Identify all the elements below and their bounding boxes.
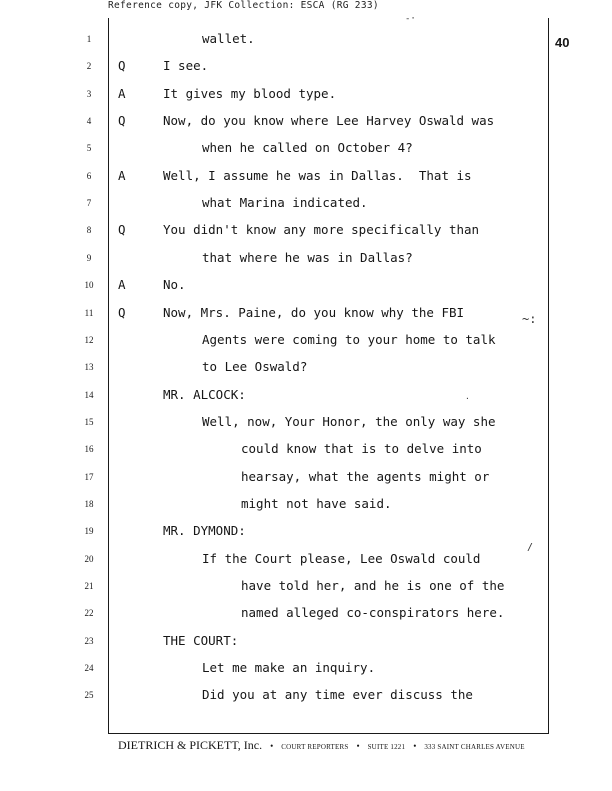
footer: [118, 738, 525, 753]
line-number: 4: [86, 116, 92, 127]
stray-mark: -·: [405, 14, 416, 24]
footer-address: 333 SAINT CHARLES AVENUE: [424, 743, 525, 751]
line-text: Well, now, Your Honor, the only way she: [202, 413, 496, 429]
footer-separator: •: [270, 741, 274, 751]
line-number: 16: [84, 444, 94, 455]
line-text: THE COURT:: [163, 632, 239, 648]
transcript-line: [0, 575, 560, 597]
stray-mark: ~:: [522, 312, 537, 326]
footer-suite: SUITE 1221: [367, 743, 406, 751]
line-text: Well, I assume he was in Dallas. That is: [163, 167, 472, 183]
line-text: when he called on October 4?: [202, 140, 413, 156]
line-text: to Lee Oswald?: [202, 359, 308, 375]
line-text: MR. DYMOND:: [163, 523, 246, 539]
transcript-line: [0, 466, 560, 488]
line-number: 21: [84, 581, 94, 591]
transcript-line: [0, 83, 560, 105]
line-text: could know that is to delve into: [241, 441, 482, 457]
transcript-line: [0, 493, 560, 515]
footer-separator: •: [413, 741, 417, 751]
speaker-label: Q: [118, 304, 126, 320]
line-text: No.: [163, 277, 186, 293]
transcript-line: [0, 192, 560, 214]
line-text: Agents were coming to your home to talk: [202, 331, 496, 347]
line-text: might not have said.: [241, 495, 392, 511]
footer-role: COURT REPORTERS: [281, 743, 349, 751]
line-number: 2: [86, 61, 92, 72]
page-number: 40: [555, 35, 570, 50]
line-text: have told her, and he is one of the: [241, 578, 505, 593]
transcript-line: [0, 110, 560, 132]
footer-separator: •: [356, 741, 360, 751]
speaker-label: Q: [118, 113, 126, 129]
line-number: 8: [86, 225, 92, 236]
transcript-line: [0, 28, 560, 50]
line-text: It gives my blood type.: [163, 85, 337, 101]
speaker-label: Q: [118, 222, 126, 238]
line-text: If the Court please, Lee Oswald could: [202, 550, 481, 566]
speaker-label: A: [118, 277, 126, 293]
line-number: 7: [86, 198, 92, 209]
line-number: 18: [84, 498, 94, 509]
line-number: 9: [86, 252, 92, 263]
line-text: named alleged co-conspirators here.: [241, 605, 505, 621]
reference-header: Reference copy, JFK Collection: ESCA (RG 233): [108, 0, 379, 11]
line-number: 3: [86, 88, 92, 99]
transcript-line: [0, 247, 560, 269]
transcript-line: [0, 657, 560, 679]
line-text: MR. ALCOCK:: [163, 386, 246, 402]
transcript-line: [0, 438, 560, 460]
line-number: 5: [86, 143, 92, 154]
speaker-label: Q: [118, 58, 126, 74]
line-number: 13: [84, 362, 94, 373]
line-number: 22: [84, 608, 94, 619]
transcript-line: [0, 356, 560, 378]
line-number: 12: [84, 334, 94, 345]
line-text: that where he was in Dallas?: [202, 249, 413, 265]
line-text: I see.: [163, 58, 209, 74]
stray-mark: /: [527, 542, 534, 553]
line-number: 24: [84, 663, 94, 674]
transcript-line: [0, 274, 560, 296]
line-number: 11: [84, 307, 94, 318]
transcript-line: [0, 684, 560, 706]
line-text: wallet.: [202, 31, 255, 46]
line-number: 25: [84, 690, 94, 701]
line-number: 14: [84, 389, 94, 400]
line-number: 20: [84, 553, 94, 564]
transcript-line: [0, 165, 560, 187]
transcript-line: [0, 411, 560, 433]
line-text: Now, do you know where Lee Harvey Oswald was: [163, 113, 495, 129]
transcript-line: [0, 384, 560, 406]
line-number: 17: [84, 471, 94, 482]
line-number: 1: [86, 34, 92, 44]
transcript-line: [0, 520, 560, 542]
line-number: 10: [84, 280, 94, 291]
footer-company: DIETRICH & PICKETT, Inc.: [118, 738, 263, 752]
line-number: 23: [84, 635, 94, 646]
line-text: hearsay, what the agents might or: [241, 468, 490, 484]
transcript-line: [0, 329, 560, 351]
line-text: Did you at any time ever discuss the: [202, 687, 473, 703]
transcript-line: [0, 55, 560, 77]
transcript-line: [0, 219, 560, 241]
transcript-line: [0, 630, 560, 652]
speaker-label: A: [118, 85, 126, 101]
transcript-line: [0, 137, 560, 159]
line-text: You didn't know any more specifically than: [163, 222, 480, 238]
line-text: what Marina indicated.: [202, 195, 368, 211]
line-text: Now, Mrs. Paine, do you know why the FBI: [163, 304, 465, 320]
transcript-line: [0, 602, 560, 624]
transcript-line: [0, 302, 560, 324]
line-text: Let me make an inquiry.: [202, 660, 376, 676]
line-number: 6: [86, 170, 92, 181]
line-number: 15: [84, 416, 94, 427]
line-number: 19: [84, 526, 94, 537]
transcript-line: [0, 548, 560, 570]
stray-mark: ·: [465, 394, 470, 403]
speaker-label: A: [118, 167, 126, 183]
